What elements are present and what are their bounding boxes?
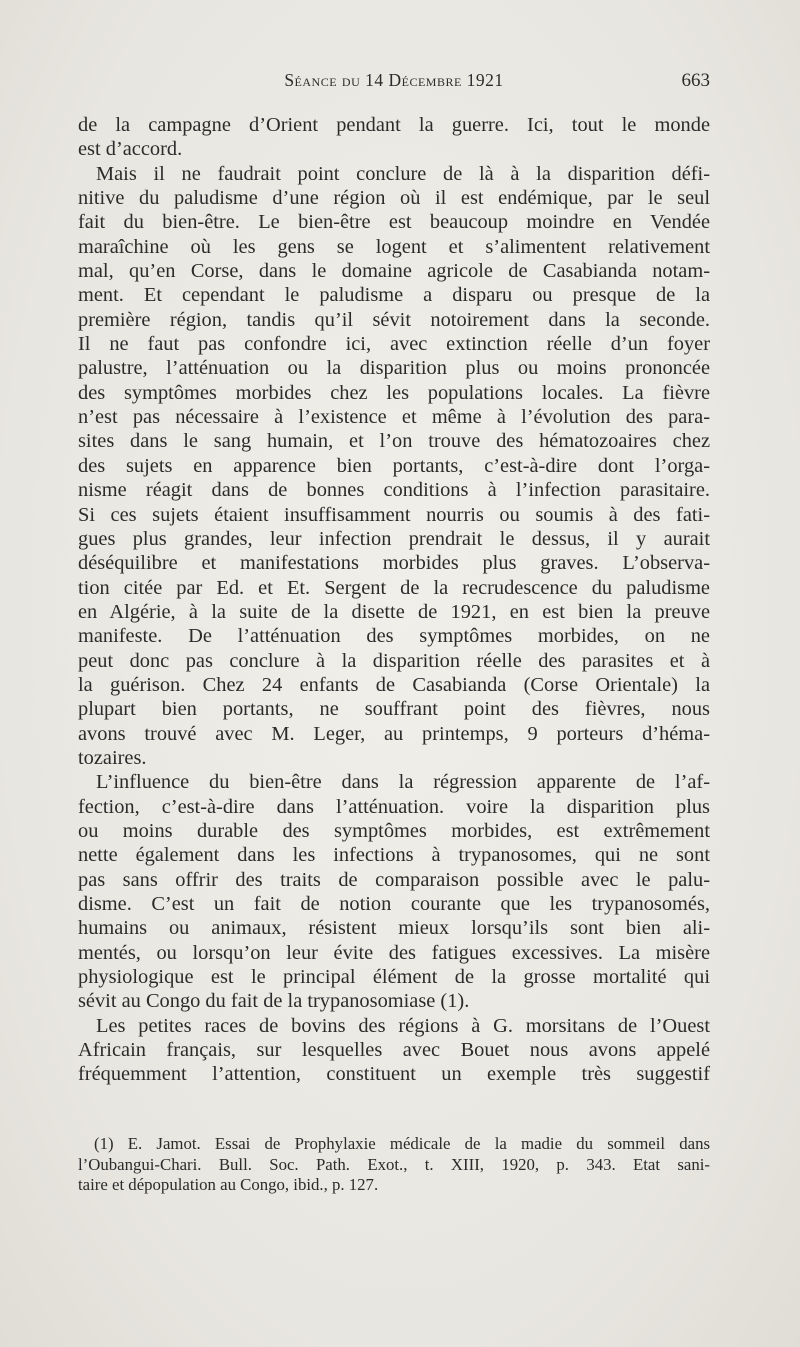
text-line: maraîchine où les gens se logent et s’alimentent relativement <box>78 235 710 258</box>
text-line: peut donc pas conclure à la disparition réelle des parasites et à <box>78 649 710 672</box>
text-line: Africain français, sur lesquelles avec Bouet nous avons appelé <box>78 1039 710 1062</box>
text-line: tozaires. <box>78 746 147 769</box>
text-line: nisme réagit dans de bonnes conditions à l’infection parasitaire. <box>78 479 710 502</box>
body-text <box>78 113 710 1087</box>
text-line: mentés, ou lorsqu’on leur évite des fatigues excessives. La misère <box>78 941 710 964</box>
text-line: Si ces sujets étaient insuffisamment nourris ou soumis à des fati- <box>78 503 710 526</box>
text-line: n’est pas nécessaire à l’existence et même à l’évolution des para- <box>78 406 710 429</box>
text-line: Mais il ne faudrait point conclure de là à la disparition défi- <box>96 162 710 185</box>
text-line: ou moins durable des symptômes morbides, est extrêmement <box>78 819 710 842</box>
text-line: des sujets en apparence bien portants, c’est-à-dire dont l’orga- <box>78 454 710 477</box>
text-line: mal, qu’en Corse, dans le domaine agricole de Casabianda notam- <box>78 260 710 283</box>
text-line: physiologique est le principal élément de la grosse mortalité qui <box>78 966 710 989</box>
running-head-title: Séance du 14 Décembre 1921 <box>284 70 504 90</box>
text-line: nette également dans les infections à trypanosomes, qui ne sont <box>78 844 710 867</box>
text-line: pas sans offrir des traits de comparaison possible avec le palu- <box>78 868 710 891</box>
page-number: 663 <box>681 70 710 91</box>
footnotes <box>78 1134 710 1196</box>
text-line: plupart bien portants, ne souffrant point des fièvres, nous <box>78 698 710 721</box>
text-line: déséquilibre et manifestations morbides plus graves. L’observa- <box>78 552 710 575</box>
footnote-line: taire et dépopulation au Congo, ibid., p. 127. <box>78 1175 379 1194</box>
text-line: fréquemment l’attention, constituent un exemple très suggestif <box>78 1063 710 1086</box>
text-line: sévit au Congo du fait de la trypanosomiase (1). <box>78 990 470 1013</box>
text-line: Les petites races de bovins des régions à G. morsitans de l’Ouest <box>96 1014 710 1037</box>
text-line: disme. C’est un fait de notion courante que les trypanosomés, <box>78 893 710 915</box>
footnote-line: l’Oubangui-Chari. Bull. Soc. Path. Exot., t. XIII, 1920, p. 343. Etat sani- <box>78 1154 710 1174</box>
text-line: tion citée par Ed. et Et. Sergent de la recrudescence du paludisme <box>78 576 710 599</box>
text-line: Il ne faut pas confondre ici, avec extinction réelle d’un foyer <box>78 333 710 356</box>
footnote-line: (1) E. Jamot. Essai de Prophylaxie médicale de la madie du sommeil dans <box>94 1134 710 1153</box>
text-line: manifeste. De l’atténuation des symptômes morbides, on ne <box>78 625 710 648</box>
text-line: fection, c’est-à-dire dans l’atténuation. voire la disparition plus <box>78 795 710 818</box>
text-line: en Algérie, à la suite de la disette de 1921, en est bien la preuve <box>78 600 710 623</box>
text-line: la guérison. Chez 24 enfants de Casabianda (Corse Orientale) la <box>78 673 710 696</box>
text-line: sites dans le sang humain, et l’on trouve des hématozoaires chez <box>78 430 710 453</box>
text-line: gues plus grandes, leur infection prendrait le dessus, il y aurait <box>78 527 710 550</box>
text-line: ment. Et cependant le paludisme a disparu ou presque de la <box>78 284 710 307</box>
text-line: de la campagne d’Orient pendant la guerre. Ici, tout le monde <box>78 114 710 136</box>
text-line: première région, tandis qu’il sévit notoirement dans la seconde. <box>78 308 710 331</box>
text-line: des symptômes morbides chez les populations locales. La fièvre <box>78 381 710 404</box>
text-line: nitive du paludisme d’une région où il est endémique, par le seul <box>78 187 710 210</box>
text-line: palustre, l’atténuation ou la disparition plus ou moins prononcée <box>78 357 710 380</box>
text-line: est d’accord. <box>78 138 183 161</box>
text-line: humains ou animaux, résistent mieux lorsqu’ils sont bien ali- <box>78 917 710 940</box>
running-head <box>78 70 710 96</box>
text-line: L’influence du bien-être dans la régression apparente de l’af- <box>96 771 710 794</box>
text-line: avons trouvé avec M. Leger, au printemps, 9 porteurs d’héma- <box>78 722 710 745</box>
text-line: fait du bien-être. Le bien-être est beaucoup moindre en Vendée <box>78 211 710 234</box>
